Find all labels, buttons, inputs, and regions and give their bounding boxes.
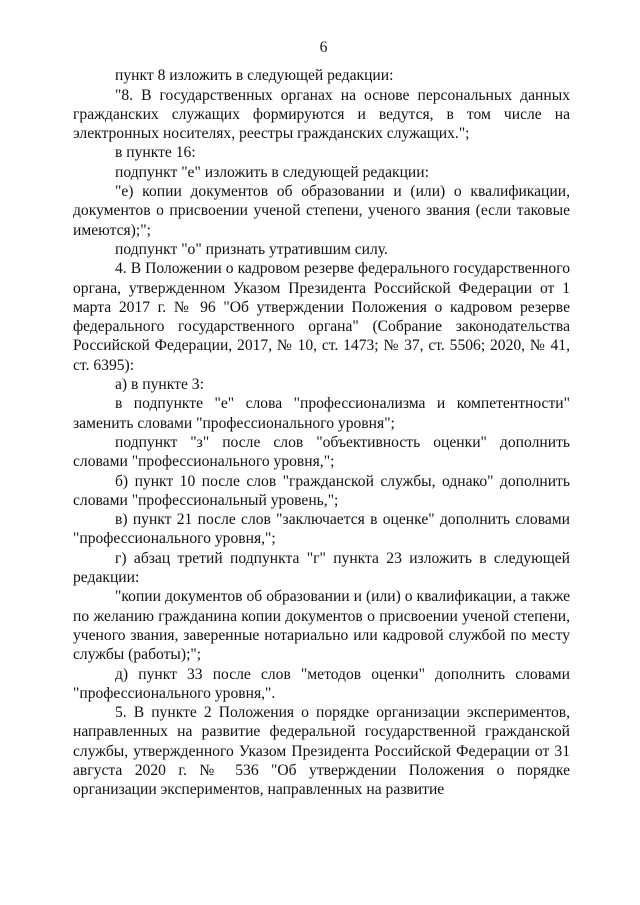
paragraph-5: "е) копии документов об образовании и (или) о квалификации, документов о присвоении ученой степени, ученого звания (если таковые имеются);"; — [73, 183, 570, 239]
paragraph-14: "копии документов об образовании и (или) о квалификации, а также по желанию гражданина копии документов о присвоении ученой степени, ученого звания, заверенные нотариально или кадровой службой по месту службы (работы);"; — [73, 588, 570, 664]
paragraph-1: пункт 8 изложить в следующей редакции: — [115, 67, 394, 85]
paragraph-4: подпункт "е" изложить в следующей редакции: — [115, 163, 429, 181]
paragraph-3: в пункте 16: — [115, 144, 196, 162]
paragraph-11: б) пункт 10 после слов "гражданской службы, однако" дополнить словами "профессиональный уровень,"; — [73, 472, 570, 509]
paragraph-15: д) пункт 33 после слов "методов оценки" дополнить словами "профессионального уровня,". — [73, 665, 570, 702]
document-page — [73, 38, 570, 800]
paragraph-8: а) в пункте 3: — [115, 376, 204, 394]
paragraph-7: 4. В Положении о кадровом резерве федерального государственного органа, утвержденном Указом Президента Российской Федерации от 1 марта 2017 г. № 96 "Об утверждении Положения о кадровом резерве федерального государственного органа" (Собрание законодательства Российской Федерации, 2017, № 10, ст. 1473; № 37, ст. 5506; 2020, № 41, ст. 6395): — [73, 260, 570, 374]
paragraph-12: в) пункт 21 после слов "заключается в оценке" дополнить словами "профессионального уровня,"; — [73, 511, 570, 548]
paragraph-6: подпункт "о" признать утратившим силу. — [115, 240, 388, 258]
paragraph-9: в подпункте "е" слова "профессионализма и компетентности" заменить словами "профессионального уровня"; — [73, 395, 570, 432]
paragraph-10: подпункт "з" после слов "объективность оценки" дополнить словами "профессионального уровня,"; — [73, 433, 570, 471]
page-number: 6 — [319, 39, 328, 56]
paragraph-16: 5. В пункте 2 Положения о порядке организации экспериментов, направленных на развитие федеральной государственной гражданской службы, утвержденного Указом Президента Российской Федерации от 31 августа 2020 г. № 536 "Об утверждении Положения о порядке организации экспериментов, направленных на развитие — [73, 704, 570, 799]
paragraph-13: г) абзац третий подпункта "г" пункта 23 изложить в следующей редакции: — [73, 549, 570, 587]
paragraph-2: "8. В государственных органах на основе персональных данных гражданских служащих формируются и ведутся, в том числе на электронных носителях, реестры гражданских служащих."; — [73, 86, 570, 143]
